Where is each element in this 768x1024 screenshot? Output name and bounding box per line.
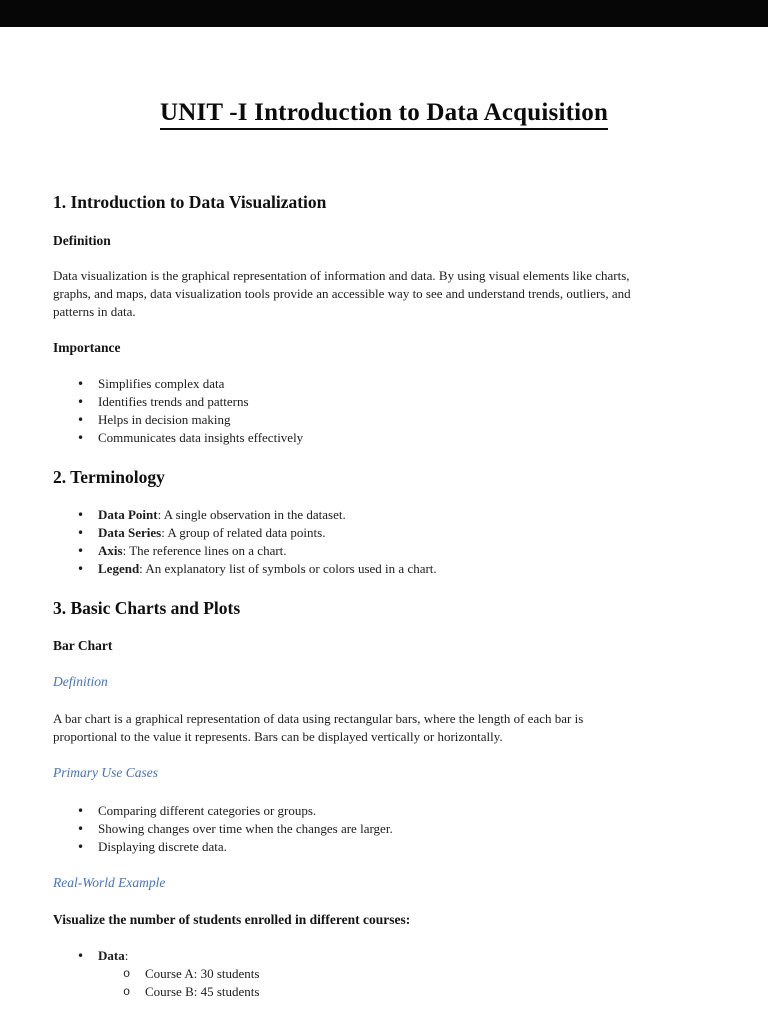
bullet-icon: • (77, 949, 85, 963)
list-item-text: Simplifies complex data (98, 376, 225, 391)
term-description: : An explanatory list of symbols or colors used in a chart. (139, 561, 437, 576)
course-sublist (98, 965, 723, 1001)
list-item-text: Displaying discrete data. (98, 839, 227, 854)
bullet-icon: • (77, 544, 85, 558)
bullet-icon: • (77, 413, 85, 427)
list-item (53, 820, 723, 838)
list-item-text: Communicates data insights effectively (98, 430, 304, 445)
paragraph-line: A bar chart is a graphical representation of data using rectangular bars, where the length of each bar is (53, 711, 584, 726)
term-name: Axis (98, 543, 123, 558)
list-item-text: Showing changes over time when the changes are larger. (98, 821, 393, 836)
bar-chart-definition-label: Definition (53, 674, 108, 689)
sublist-item-text: Course B: 45 students (145, 984, 260, 999)
primary-use-cases-label: Primary Use Cases (53, 765, 158, 780)
paragraph-line: proportional to the value it represents. Bars can be displayed vertically or horizontally. (53, 729, 503, 744)
list-item (53, 838, 723, 856)
list-item-text: Identifies trends and patterns (98, 394, 249, 409)
page-title (0, 96, 768, 130)
sublist-item-text: Course A: 30 students (145, 966, 260, 981)
bar-chart-label: Bar Chart (53, 638, 113, 653)
paragraph-line: patterns in data. (53, 304, 136, 319)
term-description: : A group of related data points. (161, 525, 326, 540)
importance-list (53, 375, 723, 447)
term-name: Legend (98, 561, 140, 576)
bullet-icon: • (77, 822, 85, 836)
bullet-icon: • (77, 431, 85, 445)
list-item (53, 429, 723, 447)
use-cases-list (53, 802, 723, 856)
list-item-text: Comparing different categories or groups. (98, 803, 317, 818)
bullet-icon: • (77, 562, 85, 576)
circle-bullet-icon: o (123, 985, 131, 999)
bullet-icon: • (77, 395, 85, 409)
data-colon: : (124, 948, 129, 963)
importance-label: Importance (53, 340, 121, 355)
bar-chart-definition-paragraph (53, 710, 723, 746)
definition-label: Definition (53, 233, 111, 248)
bullet-icon: • (77, 508, 85, 522)
example-prompt: Visualize the number of students enrolled in different courses: (53, 912, 411, 927)
bullet-icon: • (77, 526, 85, 540)
sublist-item (53, 965, 723, 983)
data-term: Data (98, 948, 125, 963)
list-item-text: Helps in decision making (98, 412, 231, 427)
list-item (53, 375, 723, 393)
bullet-icon: • (77, 377, 85, 391)
list-item (53, 802, 723, 820)
list-item (53, 411, 723, 429)
section-heading-introduction: 1. Introduction to Data Visualization (53, 192, 327, 212)
paragraph-line: Data visualization is the graphical representation of information and data. By using visual elements like charts, (53, 268, 630, 283)
section-heading-basic-charts: 3. Basic Charts and Plots (53, 598, 241, 618)
example-data-list (53, 947, 723, 1001)
circle-bullet-icon: o (123, 967, 131, 981)
term-name: Data Point (98, 507, 158, 522)
page-title-text: UNIT -I Introduction to Data Acquisition (160, 99, 608, 130)
term-description: : A single observation in the dataset. (157, 507, 346, 522)
section-heading-terminology: 2. Terminology (53, 467, 165, 487)
terminology-list (53, 506, 723, 578)
definition-paragraph (53, 267, 723, 321)
list-item (53, 542, 723, 560)
list-item (53, 560, 723, 578)
sublist-item (53, 983, 723, 1001)
real-world-example-label: Real-World Example (53, 875, 166, 890)
bullet-icon: • (77, 840, 85, 854)
top-black-bar (0, 0, 768, 27)
list-item (53, 393, 723, 411)
list-item (53, 947, 723, 1001)
list-item (53, 524, 723, 542)
bullet-icon: • (77, 804, 85, 818)
paragraph-line: graphs, and maps, data visualization tools provide an accessible way to see and understand trends, outliers, and (53, 286, 631, 301)
term-name: Data Series (98, 525, 162, 540)
term-description: : The reference lines on a chart. (122, 543, 287, 558)
list-item (53, 506, 723, 524)
